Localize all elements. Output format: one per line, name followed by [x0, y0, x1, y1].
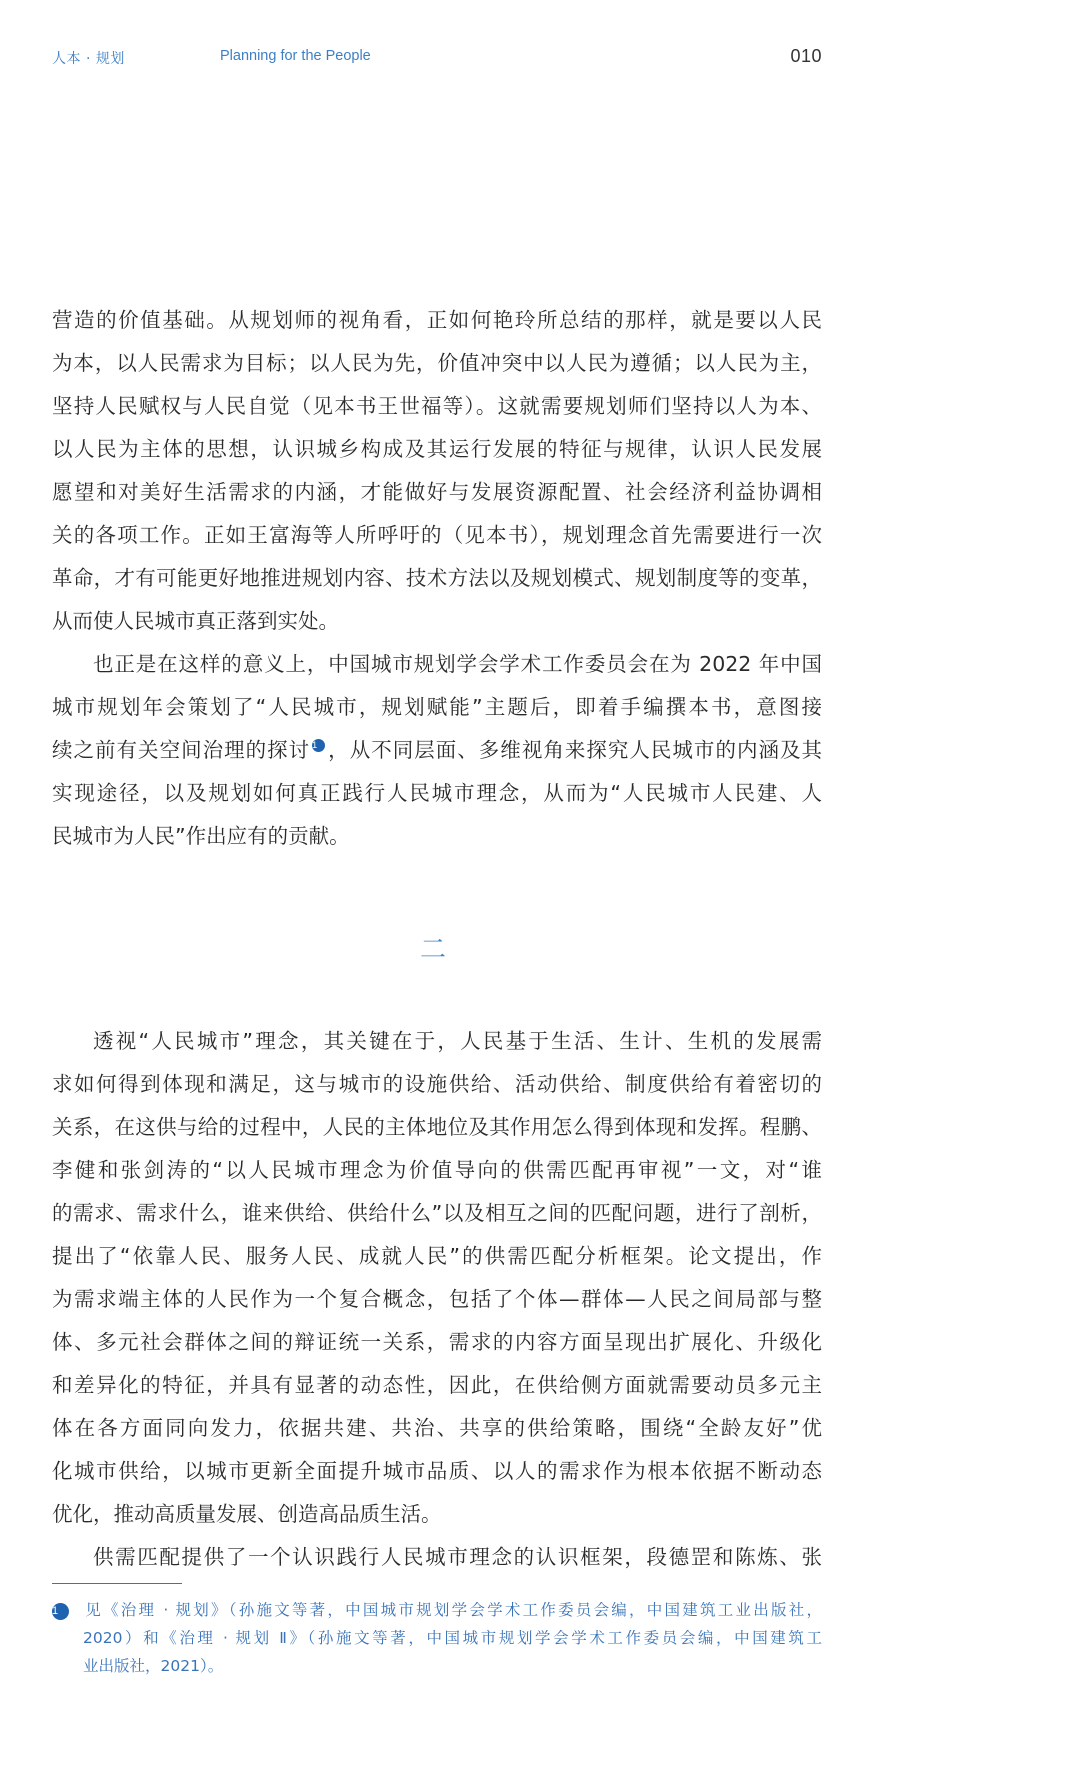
text-line: 实现途径，以及规划如何真正践行人民城市理念，从而为“人民城市人民建、人 — [52, 781, 822, 805]
footnote-line: 2020）和《治理 · 规划 Ⅱ》（孙施文等著，中国城市规划学会学术工作委员会编，中国建筑工 — [83, 1629, 822, 1647]
footnote-reference-icon[interactable]: 1 — [312, 739, 325, 752]
text-line: 为本，以人民需求为目标；以人民为先，价值冲突中以人民为遵循；以人民为主， — [52, 351, 822, 375]
text-line: 关系，在这供与给的过程中，人民的主体地位及其作用怎么得到体现和发挥。程鹏、 — [52, 1115, 822, 1139]
text-line: 提出了“依靠人民、服务人民、成就人民”的供需匹配分析框架。论文提出，作 — [52, 1244, 822, 1268]
page-number: 010 — [790, 46, 822, 66]
text-line-with-footnote — [52, 729, 822, 772]
text-line: 也正是在这样的意义上，中国城市规划学会学术工作委员会在为 2022 年中国 — [93, 652, 822, 676]
text-line: 民城市为人民”作出应有的贡献。 — [52, 824, 350, 848]
english-title: Planning for the People — [220, 48, 371, 64]
text-line: 城市规划年会策划了“人民城市，规划赋能”主题后，即着手编撰本书，意图接 — [52, 695, 822, 719]
text-line: 革命，才有可能更好地推进规划内容、技术方法以及规划模式、规划制度等的变革， — [52, 566, 822, 590]
text-line: 愿望和对美好生活需求的内涵，才能做好与发展资源配置、社会经济利益协调相 — [52, 480, 822, 504]
book-title: 人本 · 规划 — [52, 51, 125, 67]
text-line: 以人民为主体的思想，认识城乡构成及其运行发展的特征与规律，认识人民发展 — [52, 437, 822, 461]
footnote-line: 业出版社，2021）。 — [83, 1657, 224, 1675]
running-header — [52, 46, 822, 70]
text-line: 和差异化的特征，并具有显著的动态性，因此，在供给侧方面就需要动员多元主 — [52, 1373, 822, 1397]
footnote — [52, 1596, 822, 1680]
section-number: 二 — [419, 935, 446, 965]
paragraph — [52, 643, 822, 858]
footnote-text: 见《治理 · 规划》（孙施文等著，中国城市规划学会学术工作委员会编，中国建筑工业出版社， — [83, 1601, 822, 1619]
text-line: 坚持人民赋权与人民自觉（见本书王世福等）。这就需要规划师们坚持以人为本、 — [52, 394, 822, 418]
text-line: 李健和张剑涛的“以人民城市理念为价值导向的供需匹配再审视”一文，对“谁 — [52, 1158, 822, 1182]
text-line: 营造的价值基础。从规划师的视角看，正如何艳玲所总结的那样，就是要以人民 — [52, 308, 822, 332]
paragraph — [52, 1020, 822, 1536]
text-line: 从而使人民城市真正落到实处。 — [52, 609, 339, 633]
text-line: 的需求、需求什么，谁来供给、供给什么”以及相互之间的匹配问题，进行了剖析， — [52, 1201, 822, 1225]
text-line: 化城市供给，以城市更新全面提升城市品质、以人的需求作为根本依据不断动态 — [52, 1459, 822, 1483]
text-line: 优化，推动高质量发展、创造高品质生活。 — [52, 1502, 442, 1526]
text-segment: ，从不同层面、多维视角来探究人民城市的内涵及其 — [327, 738, 822, 762]
footnote-line — [52, 1596, 822, 1624]
footnote-marker-icon: 1 — [52, 1603, 69, 1620]
footnote-divider — [52, 1583, 182, 1584]
text-line: 求如何得到体现和满足，这与城市的设施供给、活动供给、制度供给有着密切的 — [52, 1072, 822, 1096]
text-line: 供需匹配提供了一个认识践行人民城市理念的认识框架，段德罡和陈炼、张 — [93, 1545, 822, 1569]
text-line: 透视“人民城市”理念，其关键在于，人民基于生活、生计、生机的发展需 — [93, 1029, 822, 1053]
text-line: 体、多元社会群体之间的辩证统一关系，需求的内容方面呈现出扩展化、升级化 — [52, 1330, 822, 1354]
text-line: 体在各方面同向发力，依据共建、共治、共享的供给策略，围绕“全龄友好”优 — [52, 1416, 822, 1440]
text-segment: 续之前有关空间治理的探讨 — [52, 738, 311, 762]
text-line: 关的各项工作。正如王富海等人所呼吁的（见本书），规划理念首先需要进行一次 — [52, 523, 822, 547]
paragraph — [52, 1536, 822, 1579]
text-line: 为需求端主体的人民作为一个复合概念，包括了个体—群体—人民之间局部与整 — [52, 1287, 822, 1311]
paragraph-continued — [52, 299, 822, 643]
